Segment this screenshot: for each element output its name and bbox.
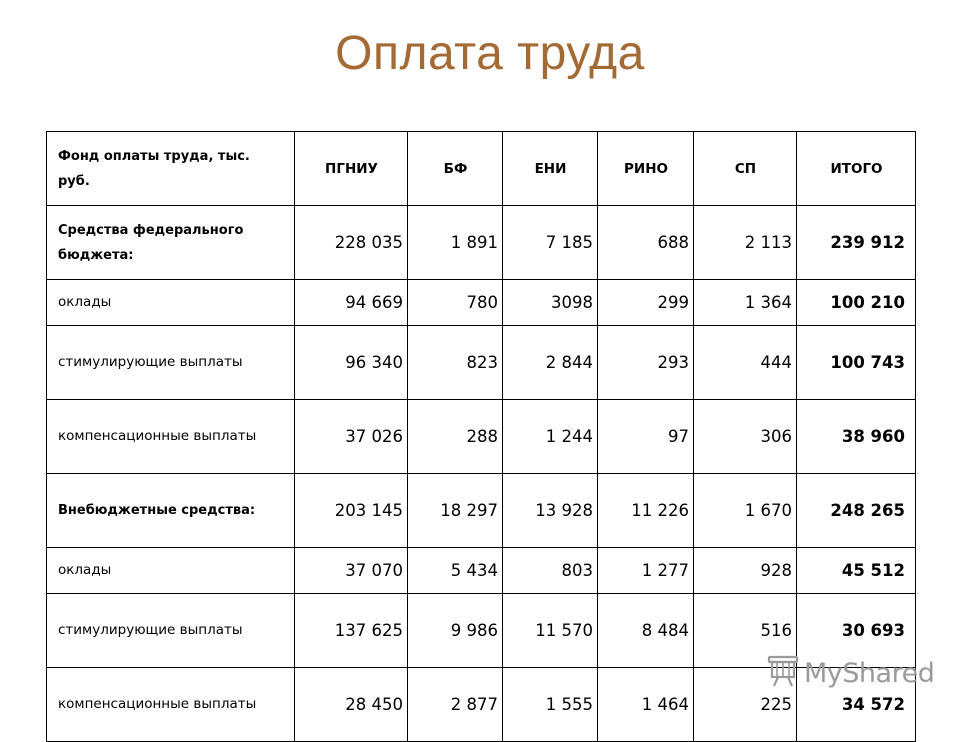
total-cell: 30 693 [797,594,916,668]
row-label: Внебюджетные средства: [47,474,295,548]
value-cell: 8 484 [598,594,694,668]
value-cell: 688 [598,206,694,280]
column-header: ЕНИ [503,132,598,206]
value-cell: 13 928 [503,474,598,548]
value-cell: 780 [408,280,503,326]
total-cell: 248 265 [797,474,916,548]
total-cell: 45 512 [797,548,916,594]
value-cell: 2 113 [694,206,797,280]
row-label: Средства федерального бюджета: [47,206,295,280]
value-cell: 94 669 [295,280,408,326]
total-cell: 34 572 [797,668,916,742]
value-cell: 306 [694,400,797,474]
value-cell: 203 145 [295,474,408,548]
value-cell: 225 [694,668,797,742]
value-cell: 28 450 [295,668,408,742]
column-header: РИНО [598,132,694,206]
row-label: компенсационные выплаты [47,400,295,474]
value-cell: 288 [408,400,503,474]
total-cell: 38 960 [797,400,916,474]
value-cell: 97 [598,400,694,474]
header-label: Фонд оплаты труда, тыс. руб. [47,132,295,206]
value-cell: 228 035 [295,206,408,280]
presentation-screen-icon [766,654,800,693]
total-cell: 239 912 [797,206,916,280]
watermark-logo [766,654,934,693]
value-cell: 5 434 [408,548,503,594]
table-row [47,206,916,280]
value-cell: 299 [598,280,694,326]
value-cell: 444 [694,326,797,400]
row-label: оклады [47,280,295,326]
column-header: БФ [408,132,503,206]
value-cell: 1 277 [598,548,694,594]
value-cell: 1 670 [694,474,797,548]
value-cell: 7 185 [503,206,598,280]
column-header: ПГНИУ [295,132,408,206]
watermark-text: MyShared [804,658,935,689]
table-row [47,280,916,326]
row-label: оклады [47,548,295,594]
value-cell: 1 464 [598,668,694,742]
value-cell: 2 877 [408,668,503,742]
table-row [47,400,916,474]
table-row [47,474,916,548]
value-cell: 293 [598,326,694,400]
row-label: стимулирующие выплаты [47,594,295,668]
value-cell: 137 625 [295,594,408,668]
value-cell: 1 364 [694,280,797,326]
value-cell: 2 844 [503,326,598,400]
row-label: стимулирующие выплаты [47,326,295,400]
value-cell: 37 070 [295,548,408,594]
value-cell: 1 555 [503,668,598,742]
value-cell: 823 [408,326,503,400]
value-cell: 37 026 [295,400,408,474]
payroll-table [46,131,916,742]
table-row [47,548,916,594]
table-row [47,326,916,400]
total-cell: 100 210 [797,280,916,326]
value-cell: 1 891 [408,206,503,280]
value-cell: 9 986 [408,594,503,668]
value-cell: 96 340 [295,326,408,400]
page-title: Оплата труда [335,27,645,80]
value-cell: 11 226 [598,474,694,548]
value-cell: 1 244 [503,400,598,474]
value-cell: 516 [694,594,797,668]
value-cell: 18 297 [408,474,503,548]
column-header: СП [694,132,797,206]
table-header-row [47,132,916,206]
value-cell: 928 [694,548,797,594]
row-label: компенсационные выплаты [47,668,295,742]
value-cell: 803 [503,548,598,594]
total-cell: 100 743 [797,326,916,400]
value-cell: 11 570 [503,594,598,668]
column-header: ИТОГО [797,132,916,206]
value-cell: 3098 [503,280,598,326]
